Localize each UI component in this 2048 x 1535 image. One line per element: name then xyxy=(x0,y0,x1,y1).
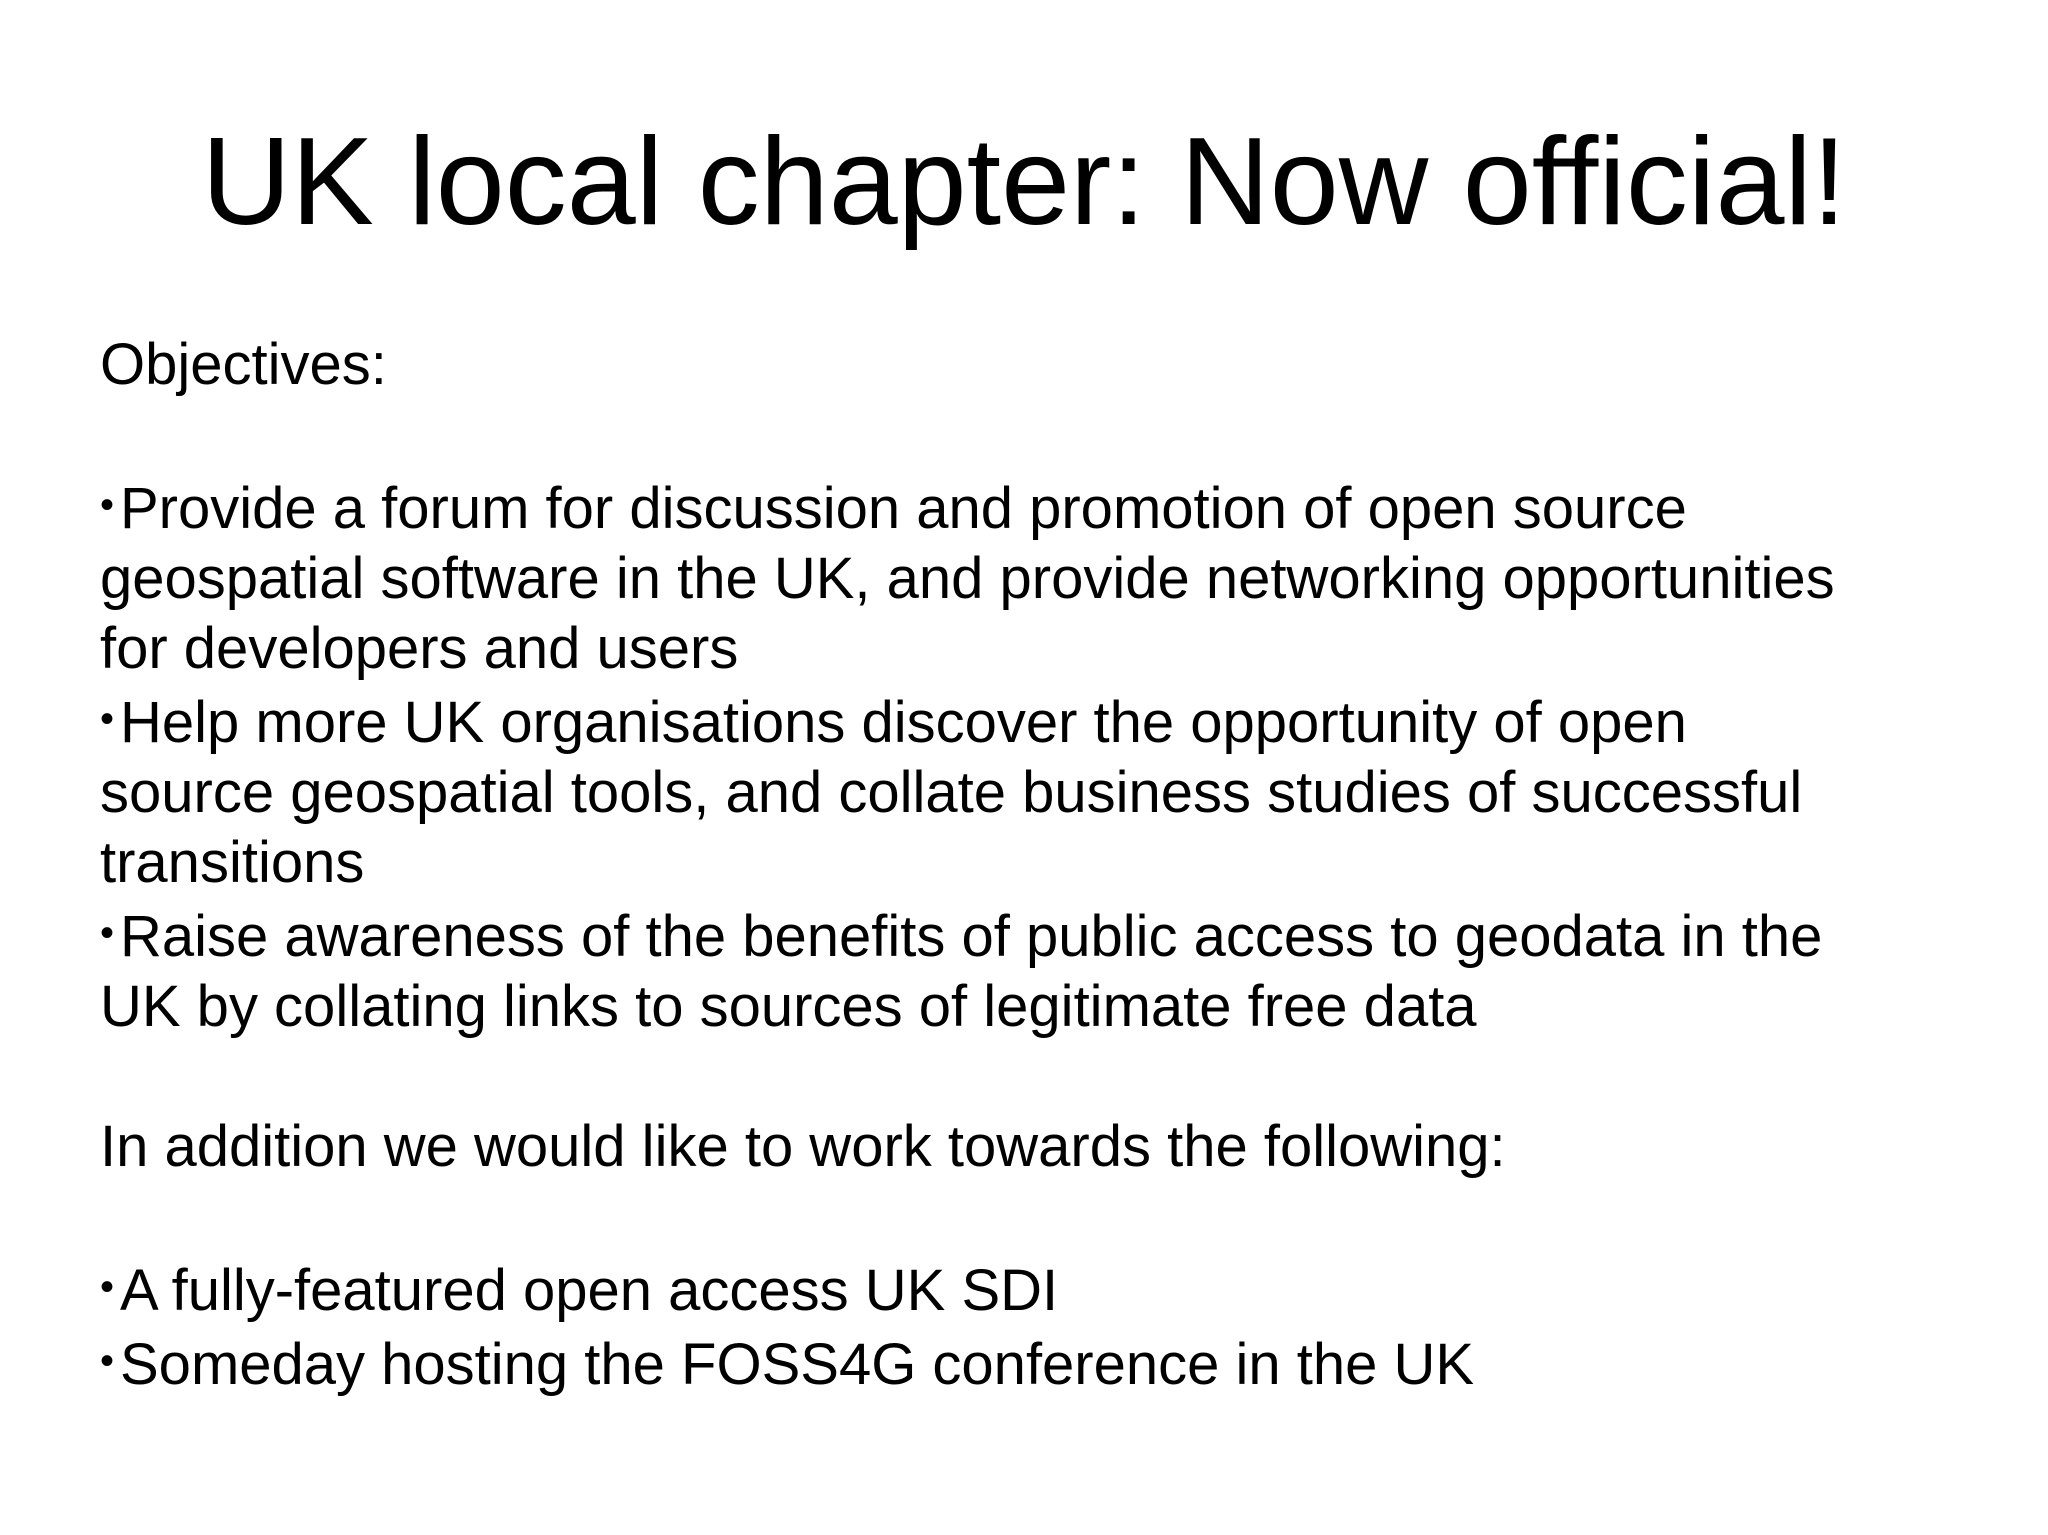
additional-goal-item-2 xyxy=(100,1326,1980,1400)
additional-goal-item-1 xyxy=(100,1252,1980,1326)
blank-line xyxy=(100,1182,1980,1252)
objective-line: geospatial software in the UK, and provide networking opportunities xyxy=(100,546,1835,611)
objectives-heading: Objectives: xyxy=(100,332,387,397)
objective-line: transitions xyxy=(100,830,365,895)
blank-line xyxy=(100,400,1980,470)
objective-item-3 xyxy=(100,898,1980,1042)
bullet-mark: • xyxy=(100,1339,115,1383)
objective-item-1 xyxy=(100,470,1980,684)
objective-line: UK by collating links to sources of legitimate free data xyxy=(100,974,1477,1039)
objective-line-text: Raise awareness of the benefits of public access to geodata in the xyxy=(120,904,1823,969)
objective-item-2 xyxy=(100,684,1980,898)
objective-line: for developers and users xyxy=(100,616,739,681)
objective-line xyxy=(100,470,1980,544)
bullet-mark: • xyxy=(100,697,115,741)
objective-line-text: Provide a forum for discussion and promotion of open source xyxy=(120,476,1687,541)
additional-goal-text: A fully-featured open access UK SDI xyxy=(120,1258,1059,1323)
blank-line xyxy=(100,1042,1980,1112)
additional-goal-line xyxy=(100,1252,1980,1326)
additional-goal-text: Someday hosting the FOSS4G conference in the UK xyxy=(120,1332,1475,1397)
slide-title: UK local chapter: Now official! xyxy=(201,113,1847,251)
additional-goal-line xyxy=(100,1326,1980,1400)
bullet-mark: • xyxy=(100,1265,115,1309)
objective-line: source geospatial tools, and collate business studies of successful xyxy=(100,760,1803,825)
bullet-mark: • xyxy=(100,483,115,527)
slide-body xyxy=(100,330,1980,1400)
bullet-mark: • xyxy=(100,911,115,955)
objective-line xyxy=(100,898,1980,972)
addition-heading: In addition we would like to work towards the following: xyxy=(100,1114,1506,1179)
objective-line xyxy=(100,684,1980,758)
objective-line-text: Help more UK organisations discover the opportunity of open xyxy=(120,690,1687,755)
